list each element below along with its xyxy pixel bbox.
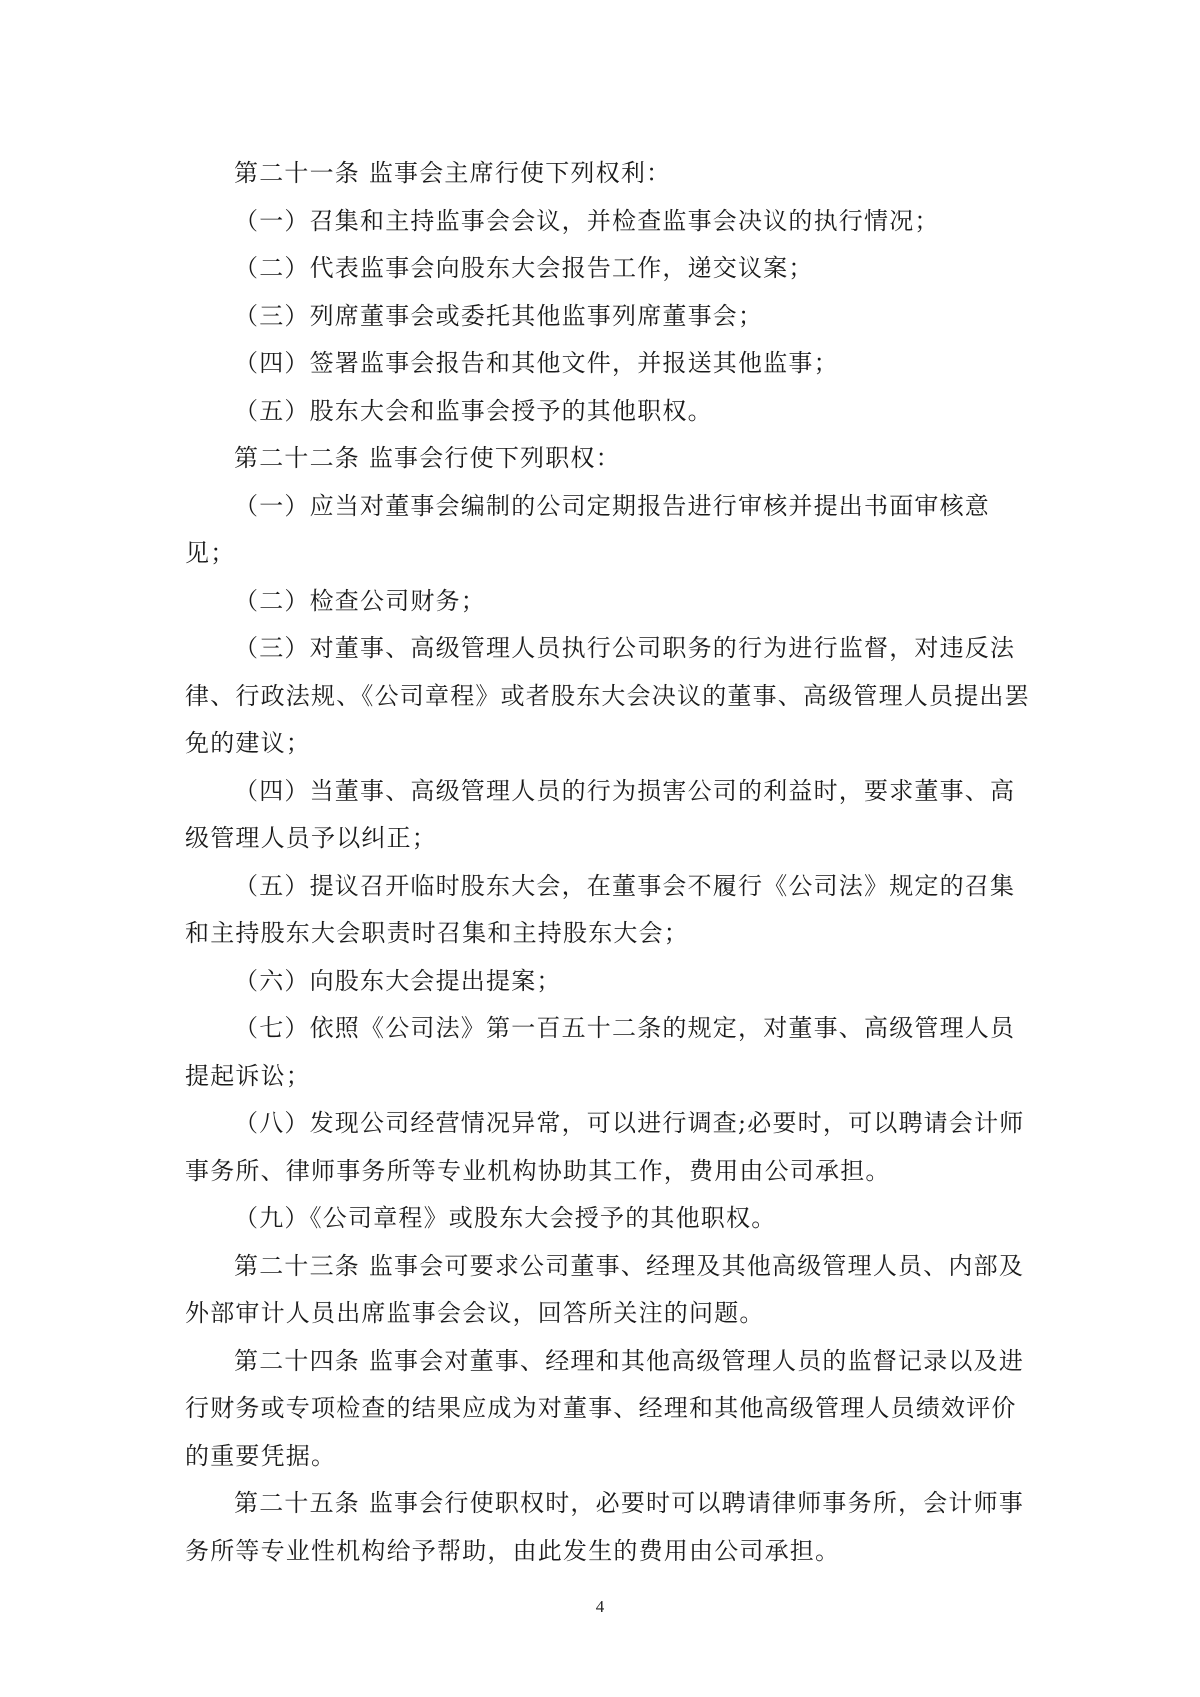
article-22-item-1: （一）应当对董事会编制的公司定期报告进行审核并提出书面审核意见； <box>185 491 990 567</box>
article-22-item-6: （六）向股东大会提出提案； <box>234 966 562 995</box>
article-22-item-3: （三）对董事、高级管理人员执行公司职务的行为进行监督，对违反法律、行政法规、《公司章程》或者股东大会决议的董事、高级管理人员提出罢免的建议； <box>185 634 1030 757</box>
article-21-item-4: （四）签署监事会报告和其他文件，并报送其他监事； <box>234 349 839 377</box>
article-24: 第二十四条 监事会对董事、经理和其他高级管理人员的监督记录以及进行财务或专项检查的结果应成为对董事、经理和其他高级管理人员绩效评价的重要凭据。 <box>185 1346 1025 1470</box>
article-22-item-7: （七）依照《公司法》第一百五十二条的规定，对董事、高级管理人员提起诉讼； <box>185 1014 1016 1090</box>
article-21-item-5: （五）股东大会和监事会授予的其他职权。 <box>234 396 713 425</box>
article-22-item-2: （二）检查公司财务； <box>234 586 486 615</box>
page-number: 4 <box>595 1597 605 1616</box>
article-23: 第二十三条 监事会可要求公司董事、经理及其他高级管理人员、内部及外部审计人员出席监事会会议，回答所关注的问题。 <box>185 1251 1025 1327</box>
article-22-item-4: （四）当董事、高级管理人员的行为损害公司的利益时，要求董事、高级管理人员予以纠正； <box>185 776 1016 852</box>
article-21-item-2: （二）代表监事会向股东大会报告工作，递交议案； <box>234 254 814 282</box>
article-21-item-3: （三）列席董事会或委托其他监事列席董事会； <box>234 301 764 330</box>
article-22-item-5: （五）提议召开临时股东大会，在董事会不履行《公司法》规定的召集和主持股东大会职责时召集和主持股东大会； <box>185 871 1016 947</box>
article-25: 第二十五条 监事会行使职权时，必要时可以聘请律师事务所，会计师事务所等专业性机构给予帮助，由此发生的费用由公司承担。 <box>185 1489 1025 1565</box>
article-22-item-8: （八）发现公司经营情况异常，可以进行调查;必要时，可以聘请会计师事务所、律师事务所等专业机构协助其工作，费用由公司承担。 <box>185 1109 1025 1185</box>
article-21-heading: 第二十一条 监事会主席行使下列权利： <box>234 159 672 187</box>
document-body <box>185 150 1033 1575</box>
article-22-item-9: （九）《公司章程》或股东大会授予的其他职权。 <box>234 1204 777 1232</box>
article-21-item-1: （一）召集和主持监事会会议，并检查监事会决议的执行情况； <box>234 206 940 235</box>
article-22-heading: 第二十二条 监事会行使下列职权： <box>234 444 621 472</box>
